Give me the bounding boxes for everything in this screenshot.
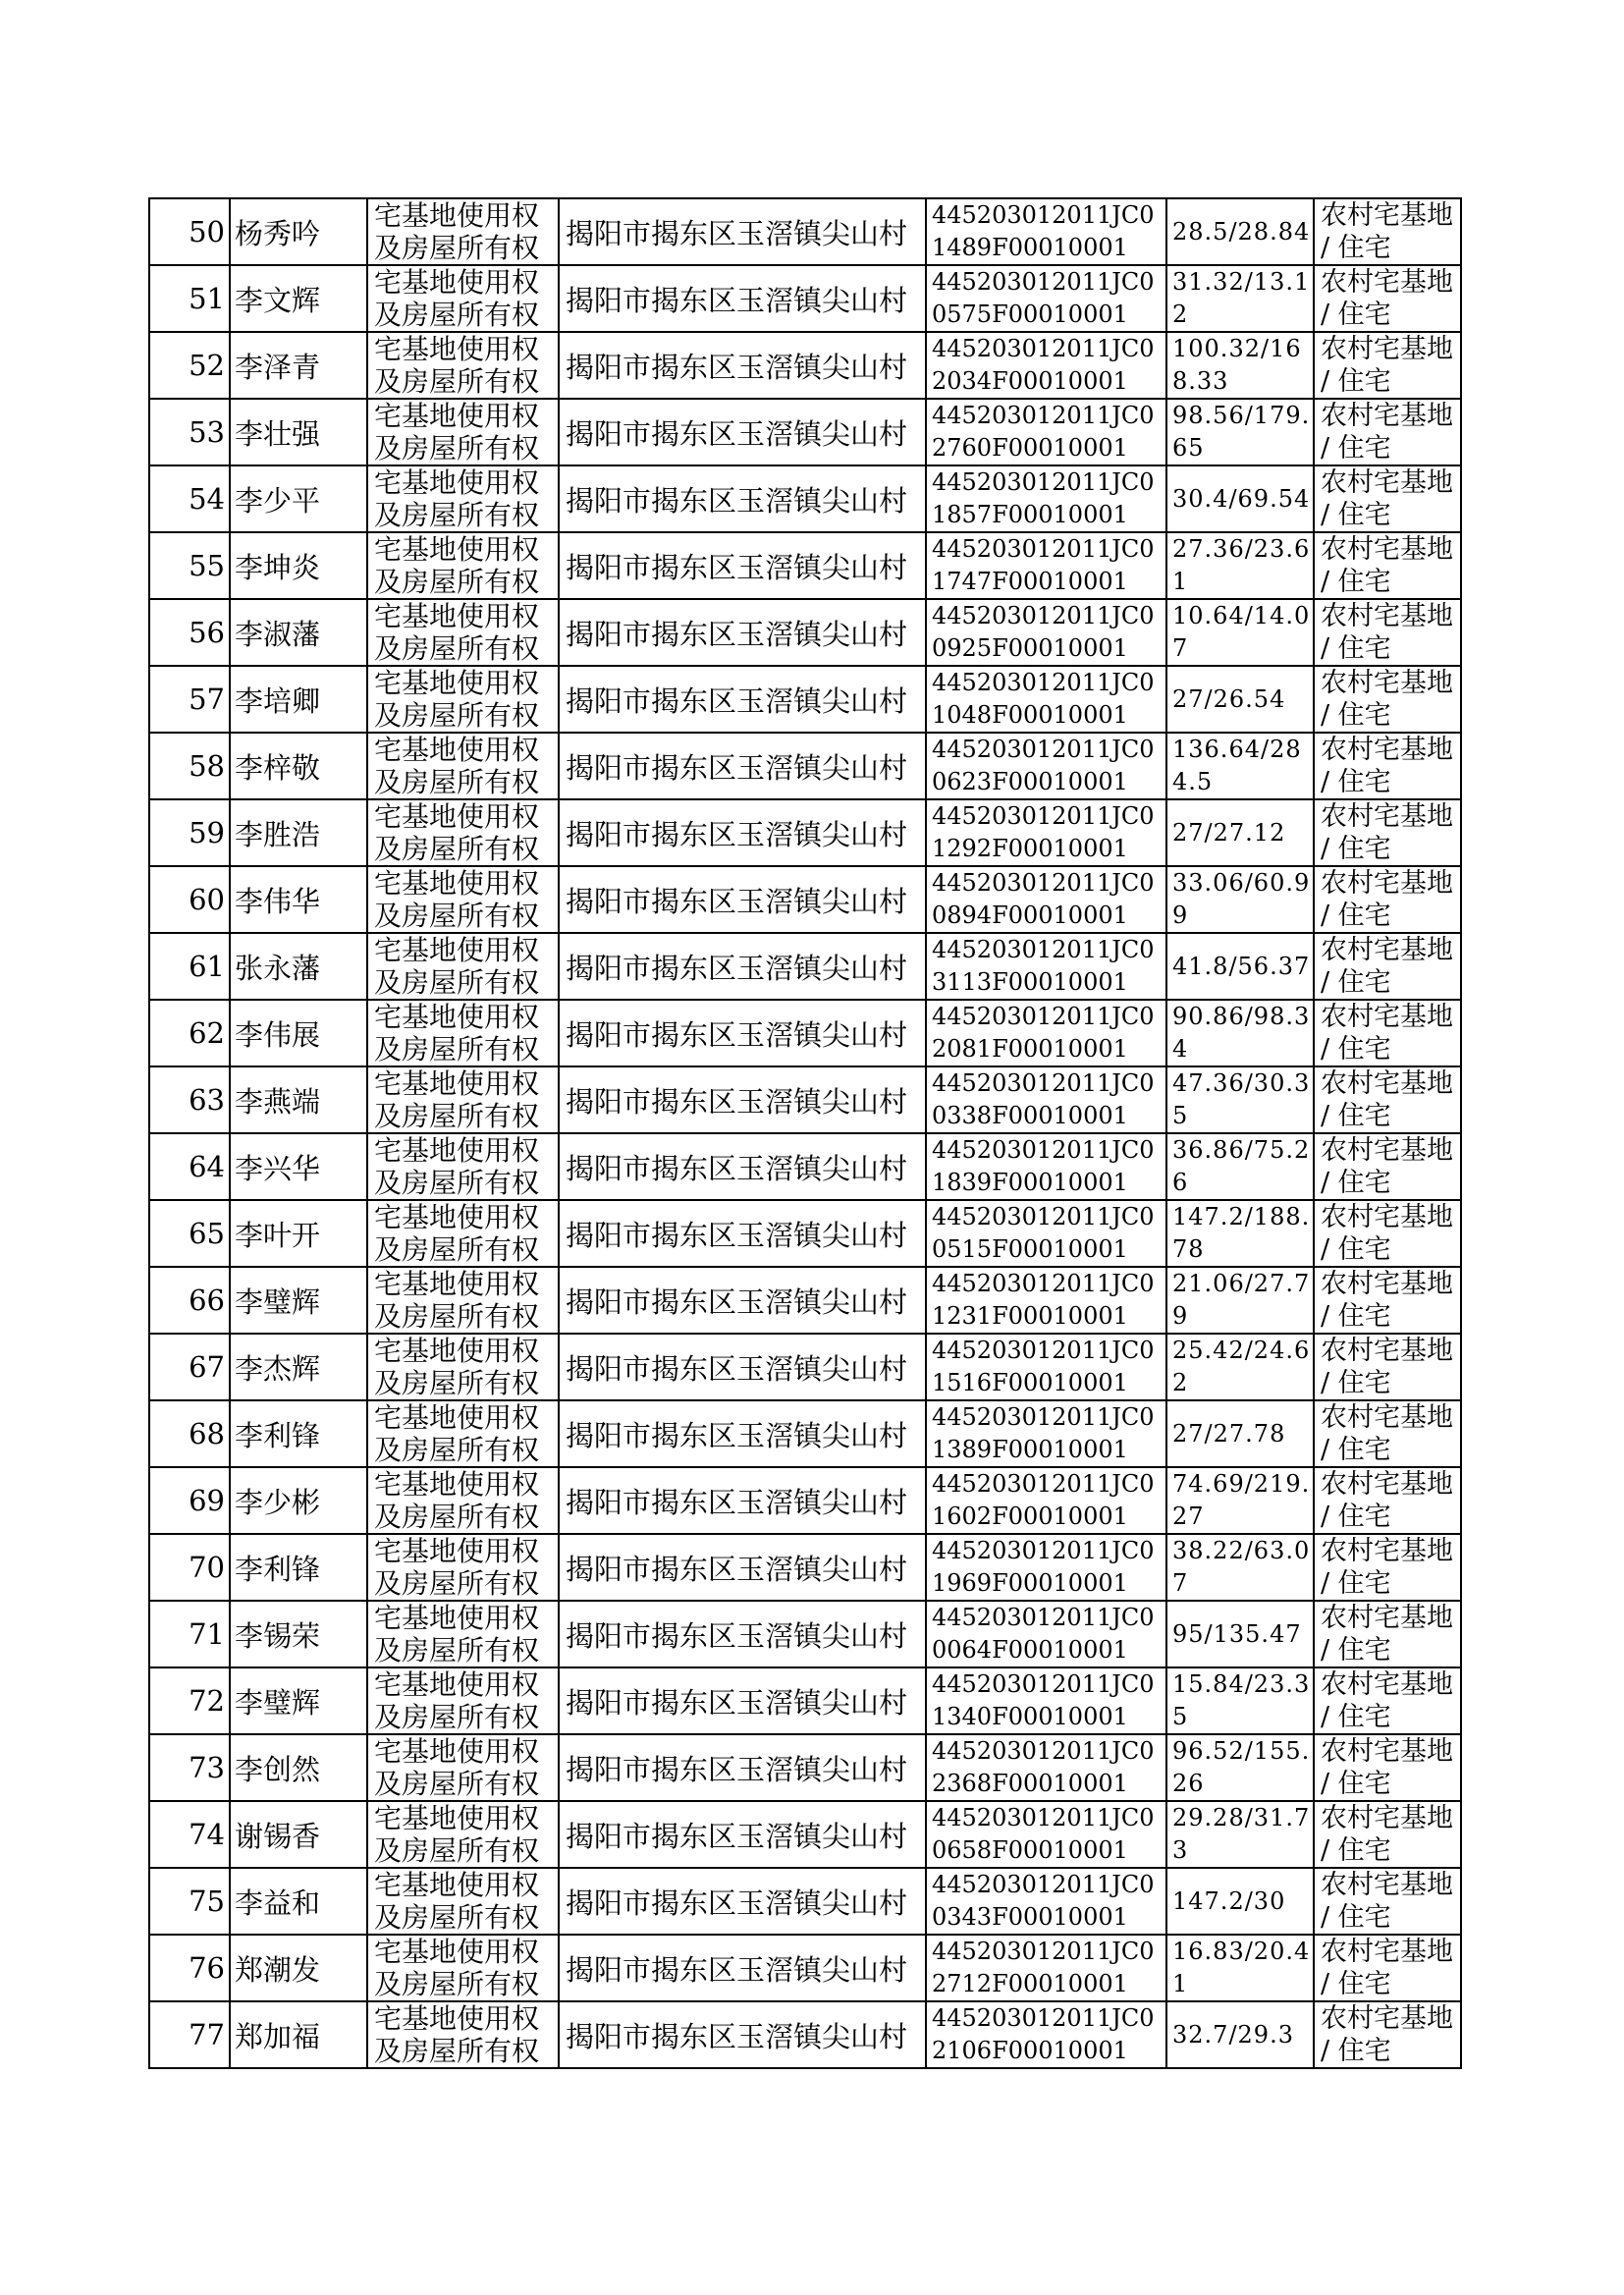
owner-name-cell: 李泽青 — [230, 332, 367, 399]
area-cell: 36.86/75.26 — [1166, 1133, 1314, 1200]
row-number-cell: 76 — [149, 1935, 230, 2001]
right-type-cell: 宅基地使用权及房屋所有权 — [367, 1734, 559, 1801]
right-type-cell: 宅基地使用权及房屋所有权 — [367, 1066, 559, 1133]
right-type-cell: 宅基地使用权及房屋所有权 — [367, 933, 559, 1000]
owner-name-cell: 李淑藩 — [230, 599, 367, 666]
land-use-cell: 农村宅基地 / 住宅 — [1314, 332, 1461, 399]
land-use-cell: 农村宅基地 / 住宅 — [1314, 733, 1461, 799]
location-cell: 揭阳市揭东区玉滘镇尖山村 — [559, 1534, 926, 1601]
owner-name-cell: 李文辉 — [230, 265, 367, 332]
owner-name-cell: 李伟华 — [230, 866, 367, 933]
location-cell: 揭阳市揭东区玉滘镇尖山村 — [559, 599, 926, 666]
right-type-cell: 宅基地使用权及房屋所有权 — [367, 1200, 559, 1267]
row-number-cell: 65 — [149, 1200, 230, 1267]
table-row — [149, 799, 1461, 866]
area-cell: 28.5/28.84 — [1166, 198, 1314, 265]
area-cell: 136.64/284.5 — [1166, 733, 1314, 799]
land-use-cell: 农村宅基地 / 住宅 — [1314, 198, 1461, 265]
unit-code-cell: 445203012011JC02034F00010001 — [926, 332, 1166, 399]
owner-name-cell: 李梓敬 — [230, 733, 367, 799]
unit-code-cell: 445203012011JC02368F00010001 — [926, 1734, 1166, 1801]
table-row — [149, 866, 1461, 933]
location-cell: 揭阳市揭东区玉滘镇尖山村 — [559, 1734, 926, 1801]
owner-name-cell: 李叶开 — [230, 1200, 367, 1267]
location-cell: 揭阳市揭东区玉滘镇尖山村 — [559, 1801, 926, 1868]
right-type-cell: 宅基地使用权及房屋所有权 — [367, 1267, 559, 1334]
area-cell: 38.22/63.07 — [1166, 1534, 1314, 1601]
area-cell: 147.2/188.78 — [1166, 1200, 1314, 1267]
area-cell: 29.28/31.73 — [1166, 1801, 1314, 1868]
row-number-cell: 55 — [149, 532, 230, 599]
owner-name-cell: 李伟展 — [230, 1000, 367, 1066]
right-type-cell: 宅基地使用权及房屋所有权 — [367, 1601, 559, 1667]
owner-name-cell: 李创然 — [230, 1734, 367, 1801]
table-row — [149, 332, 1461, 399]
table-row — [149, 1467, 1461, 1534]
owner-name-cell: 李胜浩 — [230, 799, 367, 866]
location-cell: 揭阳市揭东区玉滘镇尖山村 — [559, 399, 926, 465]
location-cell: 揭阳市揭东区玉滘镇尖山村 — [559, 799, 926, 866]
land-use-cell: 农村宅基地 / 住宅 — [1314, 666, 1461, 733]
unit-code-cell: 445203012011JC02712F00010001 — [926, 1935, 1166, 2001]
unit-code-cell: 445203012011JC01516F00010001 — [926, 1334, 1166, 1400]
location-cell: 揭阳市揭东区玉滘镇尖山村 — [559, 1400, 926, 1467]
unit-code-cell: 445203012011JC02081F00010001 — [926, 1000, 1166, 1066]
location-cell: 揭阳市揭东区玉滘镇尖山村 — [559, 1267, 926, 1334]
owner-name-cell: 李少彬 — [230, 1467, 367, 1534]
unit-code-cell: 445203012011JC01857F00010001 — [926, 465, 1166, 532]
table-row — [149, 198, 1461, 265]
area-cell: 90.86/98.34 — [1166, 1000, 1314, 1066]
land-use-cell: 农村宅基地 / 住宅 — [1314, 1601, 1461, 1667]
owner-name-cell: 李璧辉 — [230, 1267, 367, 1334]
unit-code-cell: 445203012011JC01340F00010001 — [926, 1667, 1166, 1734]
table-row — [149, 666, 1461, 733]
location-cell: 揭阳市揭东区玉滘镇尖山村 — [559, 532, 926, 599]
right-type-cell: 宅基地使用权及房屋所有权 — [367, 1467, 559, 1534]
right-type-cell: 宅基地使用权及房屋所有权 — [367, 733, 559, 799]
land-use-cell: 农村宅基地 / 住宅 — [1314, 1334, 1461, 1400]
area-cell: 33.06/60.99 — [1166, 866, 1314, 933]
land-use-cell: 农村宅基地 / 住宅 — [1314, 465, 1461, 532]
location-cell: 揭阳市揭东区玉滘镇尖山村 — [559, 733, 926, 799]
right-type-cell: 宅基地使用权及房屋所有权 — [367, 399, 559, 465]
right-type-cell: 宅基地使用权及房屋所有权 — [367, 465, 559, 532]
unit-code-cell: 445203012011JC00343F00010001 — [926, 1868, 1166, 1935]
land-use-cell: 农村宅基地 / 住宅 — [1314, 399, 1461, 465]
location-cell: 揭阳市揭东区玉滘镇尖山村 — [559, 1935, 926, 2001]
table-row — [149, 265, 1461, 332]
table-row — [149, 733, 1461, 799]
unit-code-cell: 445203012011JC00623F00010001 — [926, 733, 1166, 799]
right-type-cell: 宅基地使用权及房屋所有权 — [367, 1935, 559, 2001]
area-cell: 98.56/179.65 — [1166, 399, 1314, 465]
row-number-cell: 64 — [149, 1133, 230, 1200]
land-use-cell: 农村宅基地 / 住宅 — [1314, 599, 1461, 666]
row-number-cell: 54 — [149, 465, 230, 532]
location-cell: 揭阳市揭东区玉滘镇尖山村 — [559, 1467, 926, 1534]
location-cell: 揭阳市揭东区玉滘镇尖山村 — [559, 933, 926, 1000]
row-number-cell: 66 — [149, 1267, 230, 1334]
owner-name-cell: 李利锋 — [230, 1534, 367, 1601]
area-cell: 30.4/69.54 — [1166, 465, 1314, 532]
location-cell: 揭阳市揭东区玉滘镇尖山村 — [559, 1066, 926, 1133]
location-cell: 揭阳市揭东区玉滘镇尖山村 — [559, 1334, 926, 1400]
row-number-cell: 75 — [149, 1868, 230, 1935]
table-row — [149, 1935, 1461, 2001]
location-cell: 揭阳市揭东区玉滘镇尖山村 — [559, 2001, 926, 2068]
row-number-cell: 58 — [149, 733, 230, 799]
table-row — [149, 1066, 1461, 1133]
land-use-cell: 农村宅基地 / 住宅 — [1314, 799, 1461, 866]
row-number-cell: 53 — [149, 399, 230, 465]
right-type-cell: 宅基地使用权及房屋所有权 — [367, 1000, 559, 1066]
owner-name-cell: 郑加福 — [230, 2001, 367, 2068]
row-number-cell: 56 — [149, 599, 230, 666]
area-cell: 147.2/30 — [1166, 1868, 1314, 1935]
unit-code-cell: 445203012011JC00658F00010001 — [926, 1801, 1166, 1868]
unit-code-cell: 445203012011JC00338F00010001 — [926, 1066, 1166, 1133]
location-cell: 揭阳市揭东区玉滘镇尖山村 — [559, 666, 926, 733]
owner-name-cell: 李壮强 — [230, 399, 367, 465]
area-cell: 27/27.12 — [1166, 799, 1314, 866]
right-type-cell: 宅基地使用权及房屋所有权 — [367, 198, 559, 265]
land-use-cell: 农村宅基地 / 住宅 — [1314, 532, 1461, 599]
land-use-cell: 农村宅基地 / 住宅 — [1314, 1267, 1461, 1334]
area-cell: 31.32/13.12 — [1166, 265, 1314, 332]
area-cell: 21.06/27.79 — [1166, 1267, 1314, 1334]
area-cell: 41.8/56.37 — [1166, 933, 1314, 1000]
table-row — [149, 532, 1461, 599]
area-cell: 25.42/24.62 — [1166, 1334, 1314, 1400]
area-cell: 32.7/29.3 — [1166, 2001, 1314, 2068]
land-use-cell: 农村宅基地 / 住宅 — [1314, 1066, 1461, 1133]
row-number-cell: 74 — [149, 1801, 230, 1868]
area-cell: 27/26.54 — [1166, 666, 1314, 733]
right-type-cell: 宅基地使用权及房屋所有权 — [367, 866, 559, 933]
owner-name-cell: 李培卿 — [230, 666, 367, 733]
area-cell: 27.36/23.61 — [1166, 532, 1314, 599]
land-use-cell: 农村宅基地 / 住宅 — [1314, 1868, 1461, 1935]
table-row — [149, 1000, 1461, 1066]
table-row — [149, 399, 1461, 465]
land-use-cell: 农村宅基地 / 住宅 — [1314, 933, 1461, 1000]
owner-name-cell: 李锡荣 — [230, 1601, 367, 1667]
area-cell: 100.32/168.33 — [1166, 332, 1314, 399]
table-row — [149, 1667, 1461, 1734]
land-use-cell: 农村宅基地 / 住宅 — [1314, 1467, 1461, 1534]
location-cell: 揭阳市揭东区玉滘镇尖山村 — [559, 1000, 926, 1066]
unit-code-cell: 445203012011JC00064F00010001 — [926, 1601, 1166, 1667]
row-number-cell: 51 — [149, 265, 230, 332]
owner-name-cell: 李益和 — [230, 1868, 367, 1935]
unit-code-cell: 445203012011JC00515F00010001 — [926, 1200, 1166, 1267]
right-type-cell: 宅基地使用权及房屋所有权 — [367, 532, 559, 599]
land-use-cell: 农村宅基地 / 住宅 — [1314, 2001, 1461, 2068]
area-cell: 74.69/219.27 — [1166, 1467, 1314, 1534]
unit-code-cell: 445203012011JC01602F00010001 — [926, 1467, 1166, 1534]
table-row — [149, 933, 1461, 1000]
row-number-cell: 50 — [149, 198, 230, 265]
owner-name-cell: 李坤炎 — [230, 532, 367, 599]
row-number-cell: 77 — [149, 2001, 230, 2068]
row-number-cell: 61 — [149, 933, 230, 1000]
unit-code-cell: 445203012011JC01969F00010001 — [926, 1534, 1166, 1601]
registration-table-body — [149, 198, 1461, 2068]
table-row — [149, 1801, 1461, 1868]
table-row — [149, 1400, 1461, 1467]
right-type-cell: 宅基地使用权及房屋所有权 — [367, 265, 559, 332]
land-use-cell: 农村宅基地 / 住宅 — [1314, 1667, 1461, 1734]
table-row — [149, 1534, 1461, 1601]
table-row — [149, 1868, 1461, 1935]
location-cell: 揭阳市揭东区玉滘镇尖山村 — [559, 198, 926, 265]
land-use-cell: 农村宅基地 / 住宅 — [1314, 1734, 1461, 1801]
unit-code-cell: 445203012011JC00894F00010001 — [926, 866, 1166, 933]
land-use-cell: 农村宅基地 / 住宅 — [1314, 1133, 1461, 1200]
unit-code-cell: 445203012011JC03113F00010001 — [926, 933, 1166, 1000]
owner-name-cell: 李利锋 — [230, 1400, 367, 1467]
unit-code-cell: 445203012011JC02106F00010001 — [926, 2001, 1166, 2068]
location-cell: 揭阳市揭东区玉滘镇尖山村 — [559, 1601, 926, 1667]
unit-code-cell: 445203012011JC01231F00010001 — [926, 1267, 1166, 1334]
unit-code-cell: 445203012011JC01048F00010001 — [926, 666, 1166, 733]
unit-code-cell: 445203012011JC01489F00010001 — [926, 198, 1166, 265]
unit-code-cell: 445203012011JC01839F00010001 — [926, 1133, 1166, 1200]
unit-code-cell: 445203012011JC01747F00010001 — [926, 532, 1166, 599]
row-number-cell: 59 — [149, 799, 230, 866]
location-cell: 揭阳市揭东区玉滘镇尖山村 — [559, 1133, 926, 1200]
land-use-cell: 农村宅基地 / 住宅 — [1314, 1400, 1461, 1467]
owner-name-cell: 李燕端 — [230, 1066, 367, 1133]
area-cell: 96.52/155.26 — [1166, 1734, 1314, 1801]
unit-code-cell: 445203012011JC00575F00010001 — [926, 265, 1166, 332]
land-use-cell: 农村宅基地 / 住宅 — [1314, 1935, 1461, 2001]
land-use-cell: 农村宅基地 / 住宅 — [1314, 1534, 1461, 1601]
table-row — [149, 599, 1461, 666]
owner-name-cell: 李少平 — [230, 465, 367, 532]
owner-name-cell: 郑潮发 — [230, 1935, 367, 2001]
land-use-cell: 农村宅基地 / 住宅 — [1314, 1801, 1461, 1868]
table-row — [149, 1734, 1461, 1801]
table-row — [149, 465, 1461, 532]
land-use-cell: 农村宅基地 / 住宅 — [1314, 1000, 1461, 1066]
right-type-cell: 宅基地使用权及房屋所有权 — [367, 2001, 559, 2068]
table-row — [149, 1200, 1461, 1267]
land-use-cell: 农村宅基地 / 住宅 — [1314, 265, 1461, 332]
table-row — [149, 2001, 1461, 2068]
area-cell: 47.36/30.35 — [1166, 1066, 1314, 1133]
table-row — [149, 1133, 1461, 1200]
row-number-cell: 73 — [149, 1734, 230, 1801]
owner-name-cell: 李兴华 — [230, 1133, 367, 1200]
row-number-cell: 52 — [149, 332, 230, 399]
location-cell: 揭阳市揭东区玉滘镇尖山村 — [559, 1868, 926, 1935]
right-type-cell: 宅基地使用权及房屋所有权 — [367, 1868, 559, 1935]
row-number-cell: 67 — [149, 1334, 230, 1400]
right-type-cell: 宅基地使用权及房屋所有权 — [367, 1801, 559, 1868]
owner-name-cell: 谢锡香 — [230, 1801, 367, 1868]
location-cell: 揭阳市揭东区玉滘镇尖山村 — [559, 332, 926, 399]
table-row — [149, 1334, 1461, 1400]
unit-code-cell: 445203012011JC00925F00010001 — [926, 599, 1166, 666]
row-number-cell: 63 — [149, 1066, 230, 1133]
owner-name-cell: 张永藩 — [230, 933, 367, 1000]
owner-name-cell: 杨秀吟 — [230, 198, 367, 265]
right-type-cell: 宅基地使用权及房屋所有权 — [367, 1534, 559, 1601]
row-number-cell: 70 — [149, 1534, 230, 1601]
location-cell: 揭阳市揭东区玉滘镇尖山村 — [559, 1667, 926, 1734]
right-type-cell: 宅基地使用权及房屋所有权 — [367, 1667, 559, 1734]
location-cell: 揭阳市揭东区玉滘镇尖山村 — [559, 265, 926, 332]
area-cell: 27/27.78 — [1166, 1400, 1314, 1467]
row-number-cell: 62 — [149, 1000, 230, 1066]
land-use-cell: 农村宅基地 / 住宅 — [1314, 866, 1461, 933]
right-type-cell: 宅基地使用权及房屋所有权 — [367, 1400, 559, 1467]
registration-table — [148, 197, 1462, 2069]
right-type-cell: 宅基地使用权及房屋所有权 — [367, 666, 559, 733]
right-type-cell: 宅基地使用权及房屋所有权 — [367, 1334, 559, 1400]
row-number-cell: 68 — [149, 1400, 230, 1467]
right-type-cell: 宅基地使用权及房屋所有权 — [367, 599, 559, 666]
area-cell: 15.84/23.35 — [1166, 1667, 1314, 1734]
right-type-cell: 宅基地使用权及房屋所有权 — [367, 332, 559, 399]
unit-code-cell: 445203012011JC02760F00010001 — [926, 399, 1166, 465]
right-type-cell: 宅基地使用权及房屋所有权 — [367, 799, 559, 866]
table-row — [149, 1601, 1461, 1667]
land-use-cell: 农村宅基地 / 住宅 — [1314, 1200, 1461, 1267]
area-cell: 10.64/14.07 — [1166, 599, 1314, 666]
row-number-cell: 60 — [149, 866, 230, 933]
location-cell: 揭阳市揭东区玉滘镇尖山村 — [559, 465, 926, 532]
unit-code-cell: 445203012011JC01389F00010001 — [926, 1400, 1166, 1467]
row-number-cell: 57 — [149, 666, 230, 733]
unit-code-cell: 445203012011JC01292F00010001 — [926, 799, 1166, 866]
row-number-cell: 71 — [149, 1601, 230, 1667]
right-type-cell: 宅基地使用权及房屋所有权 — [367, 1133, 559, 1200]
row-number-cell: 69 — [149, 1467, 230, 1534]
area-cell: 95/135.47 — [1166, 1601, 1314, 1667]
owner-name-cell: 李杰辉 — [230, 1334, 367, 1400]
row-number-cell: 72 — [149, 1667, 230, 1734]
area-cell: 16.83/20.41 — [1166, 1935, 1314, 2001]
location-cell: 揭阳市揭东区玉滘镇尖山村 — [559, 1200, 926, 1267]
table-row — [149, 1267, 1461, 1334]
location-cell: 揭阳市揭东区玉滘镇尖山村 — [559, 866, 926, 933]
owner-name-cell: 李璧辉 — [230, 1667, 367, 1734]
